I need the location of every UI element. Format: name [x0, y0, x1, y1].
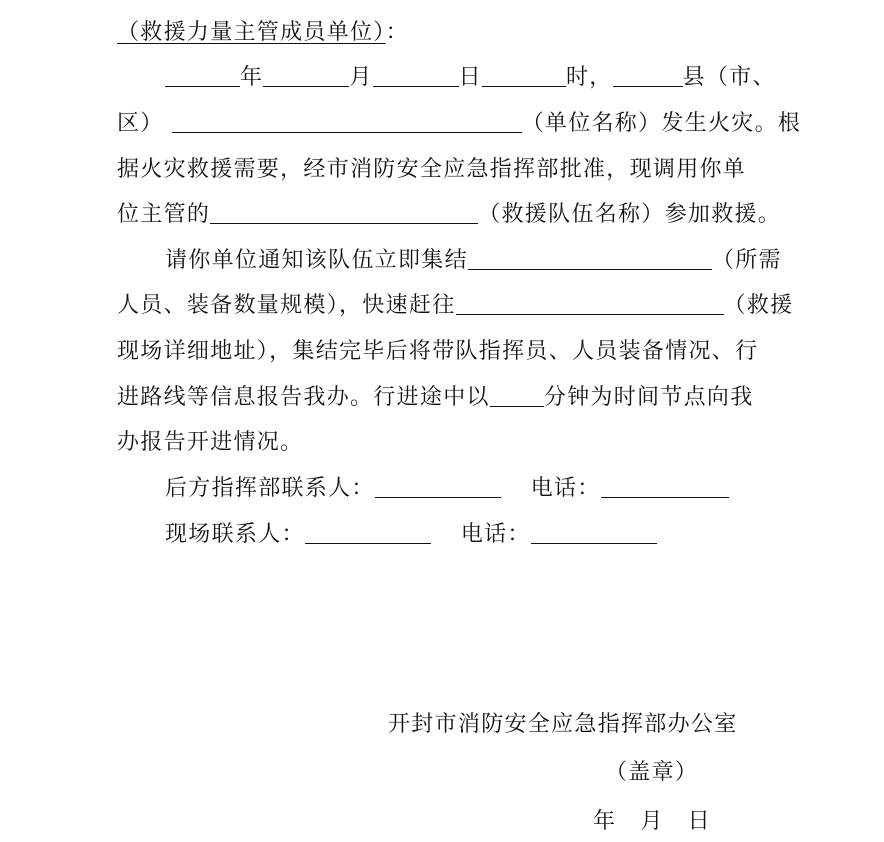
paragraph2-line5: 办报告开进情况。: [117, 430, 304, 455]
paragraph2-line3: 现场详细地址），集结完毕后将带队指挥员、人员装备情况、行: [117, 339, 759, 364]
blank-resources[interactable]: [468, 247, 712, 270]
signature-office: 开封市消防安全应急指挥部办公室: [388, 712, 738, 737]
label-site-phone: 电话：: [460, 522, 531, 547]
blank-hour[interactable]: [482, 64, 566, 87]
date-line: [593, 807, 711, 837]
site-contact-line: [165, 520, 657, 550]
label-year: 年: [240, 65, 264, 90]
recipient-line: [117, 18, 409, 48]
label-day: 日: [458, 65, 482, 90]
label-resources: （所需: [711, 248, 782, 273]
label-assemble: 请你单位通知该队伍立即集结: [165, 248, 468, 273]
blank-minutes[interactable]: [490, 384, 544, 407]
blank-year[interactable]: [165, 64, 240, 87]
label-destination: 人员、装备数量规模），快速赶往: [117, 293, 456, 318]
label-interval: 进路线等信息报告我办。行进途中以: [117, 385, 490, 410]
blank-county[interactable]: [613, 64, 683, 87]
assemble-line: [165, 246, 782, 276]
label-date-month: 月: [640, 809, 664, 834]
destination-line: [117, 291, 793, 321]
unit-name-line: [117, 109, 801, 139]
blank-team-name[interactable]: [210, 201, 478, 224]
label-rear-contact: 后方指挥部联系人：: [165, 476, 375, 501]
label-date-year: 年: [593, 809, 617, 834]
recipient-colon: ：: [385, 20, 409, 45]
label-unit-name: （单位名称）发生火灾。根: [521, 111, 802, 136]
label-county: 县（市、: [682, 65, 776, 90]
label-team-suffix: （救援队伍名称）参加救援。: [478, 202, 782, 227]
seal-note: （盖章）: [605, 760, 699, 785]
blank-rear-contact[interactable]: [375, 475, 501, 498]
rear-contact-line: [165, 474, 729, 504]
label-district: 区）: [117, 111, 164, 136]
label-month: 月: [349, 65, 373, 90]
blank-unit-name[interactable]: [172, 110, 522, 133]
label-address: （救援: [723, 293, 794, 318]
team-name-line: [117, 200, 781, 230]
label-hour: 时，: [565, 65, 613, 90]
recipient-unit: （救援力量主管成员单位）: [117, 20, 386, 45]
blank-month[interactable]: [263, 64, 349, 87]
label-rear-phone: 电话：: [530, 476, 601, 501]
blank-site-phone[interactable]: [531, 521, 657, 544]
label-team-prefix: 位主管的: [117, 202, 211, 227]
interval-line: [117, 383, 754, 413]
blank-rear-phone[interactable]: [601, 475, 729, 498]
paragraph1-line3: 据火灾救援需要，经市消防安全应急指挥部批准，现调用你单: [117, 157, 747, 182]
label-minutes: 分钟为时间节点向我: [543, 385, 754, 410]
fire-time-line: [165, 63, 776, 93]
blank-day[interactable]: [373, 64, 459, 87]
label-date-day: 日: [687, 809, 711, 834]
blank-address[interactable]: [456, 292, 724, 315]
label-site-contact: 现场联系人：: [165, 522, 305, 547]
blank-site-contact[interactable]: [305, 521, 431, 544]
